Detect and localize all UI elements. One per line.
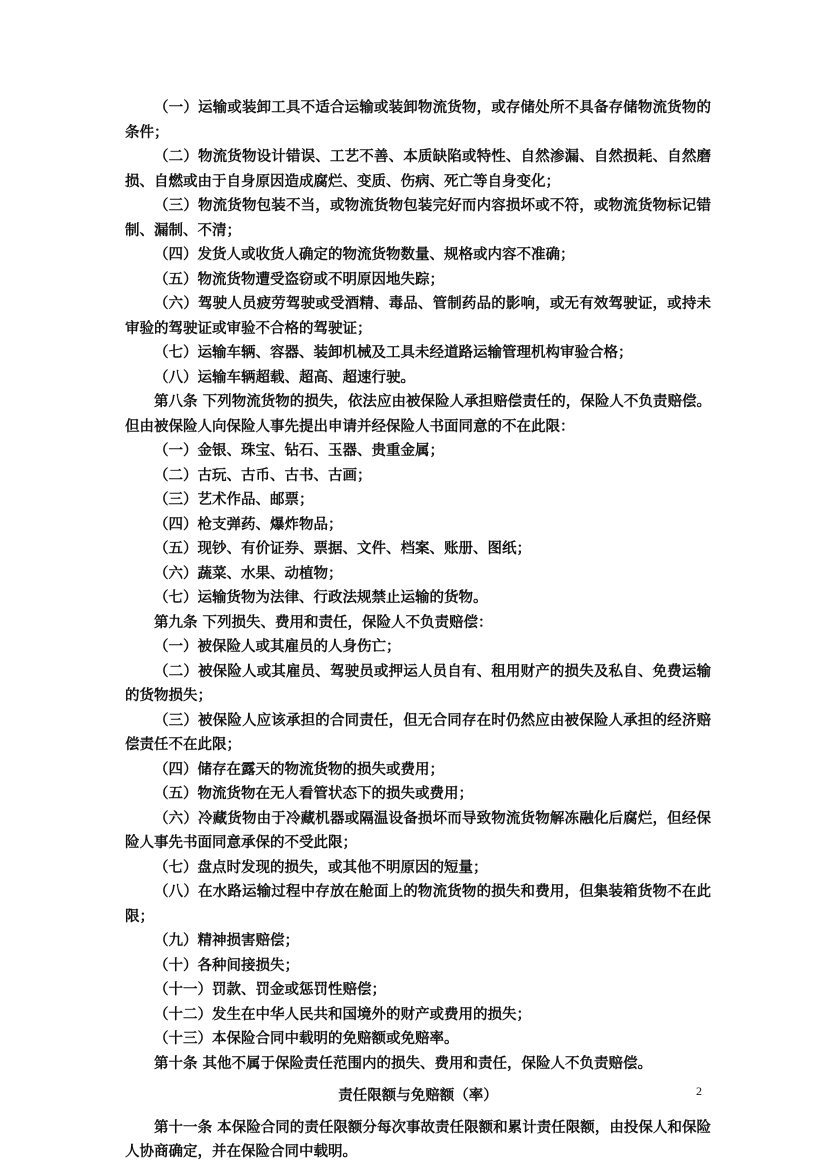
document-body: [125, 96, 711, 1165]
clause-paragraph: （十三）本保险合同中载明的免赔额或免赔率。: [154, 1030, 459, 1047]
clause-paragraph: （二）物流货物设计错误、工艺不善、本质缺陷或特性、自然渗漏、自然损耗、自然磨损、自燃或由于自身原因造成腐烂、变质、伤病、死亡等自身变化；: [125, 148, 711, 190]
clause-paragraph: （四）储存在露天的物流货物的损失或费用；: [154, 760, 444, 778]
clause-paragraph: 第十一条 本保险合同的责任限额分每次事故责任限额和累计责任限额，由投保人和保险人协商确定，并在保险合同中载明。: [125, 1118, 711, 1160]
section-heading: 责任限额与免赔额（率）: [338, 1087, 498, 1104]
clause-paragraph: （十一）罚款、罚金或惩罚性赔偿；: [154, 981, 386, 998]
clause-paragraph: （四）发货人或收货人确定的物流货物数量、规格或内容不准确；: [154, 246, 575, 263]
clause-paragraph: （五）现钞、有价证券、票据、文件、档案、账册、图纸；: [154, 540, 531, 557]
clause-paragraph: （三）艺术作品、邮票；: [154, 491, 314, 508]
clause-paragraph: （七）运输货物为法律、行政法规禁止运输的货物。: [154, 589, 488, 606]
clause-paragraph: （一）被保险人或其雇员的人身伤亡；: [154, 638, 401, 655]
clauses-list: [125, 96, 711, 1076]
clause-paragraph: （四）枪支弹药、爆炸物品；: [154, 515, 343, 533]
clause-paragraph: （九）精神损害赔偿；: [154, 932, 299, 949]
clause-paragraph: （六）驾驶人员疲劳驾驶或受酒精、毒品、管制药品的影响，或无有效驾驶证，或持未审验的驾驶证或审验不合格的驾驶证；: [125, 295, 711, 337]
page-number: 2: [696, 1084, 702, 1098]
clause-paragraph: （八）在水路运输过程中存放在舱面上的物流货物的损失和费用，但集装箱货物不在此限；: [125, 883, 711, 925]
clause-paragraph: 第八条 下列物流货物的损失，依法应由被保险人承担赔偿责任的，保险人不负责赔偿。但由被保险人向保险人事先提出申请并经保险人书面同意的不在此限：: [125, 393, 711, 435]
clause-paragraph: （三）物流货物包装不当，或物流货物包装完好而内容损坏或不符，或物流货物标记错制、漏制、不清；: [125, 197, 711, 239]
clauses-list-2: [125, 1116, 711, 1165]
clause-paragraph: （八）运输车辆超载、超高、超速行驶。: [154, 368, 415, 386]
clause-paragraph: （一）金银、珠宝、钻石、玉器、贵重金属；: [154, 442, 444, 459]
clause-paragraph: （七）盘点时发现的损失，或其他不明原因的短量；: [154, 858, 488, 876]
clause-paragraph: 第九条 下列损失、费用和责任，保险人不负责赔偿：: [154, 613, 493, 631]
clause-paragraph: （一）运输或装卸工具不适合运输或装卸物流货物，或存储处所不具备存储物流货物的条件；: [125, 99, 711, 141]
clause-paragraph: （三）被保险人应该承担的合同责任，但无合同存在时仍然应由被保险人承担的经济赔偿责任不在此限；: [125, 711, 711, 753]
clause-paragraph: 第十条 其他不属于保险责任范围内的损失、费用和责任，保险人不负责赔偿。: [154, 1054, 653, 1072]
clause-paragraph: （七）运输车辆、容器、装卸机械及工具未经道路运输管理机构审验合格；: [154, 344, 633, 361]
clause-paragraph: （五）物流货物在无人看管状态下的损失或费用；: [154, 785, 473, 802]
clause-paragraph: （十二）发生在中华人民共和国境外的财产或费用的损失；: [154, 1005, 531, 1023]
clause-paragraph: （十）各种间接损失；: [154, 956, 299, 974]
clause-paragraph: （二）古玩、古币、古书、古画；: [154, 466, 372, 484]
clause-paragraph: （六）蔬菜、水果、动植物；: [154, 564, 343, 582]
clause-paragraph: （二）被保险人或其雇员、驾驶员或押运人员自有、租用财产的损失及私自、免费运输的货物损失；: [125, 662, 711, 704]
clause-paragraph: （六）冷藏货物由于冷藏机器或隔温设备损坏而导致物流货物解冻融化后腐烂，但经保险人事先书面同意承保的不受此限；: [125, 809, 711, 851]
clause-paragraph: （五）物流货物遭受盗窃或不明原因地失踪；: [154, 270, 444, 288]
